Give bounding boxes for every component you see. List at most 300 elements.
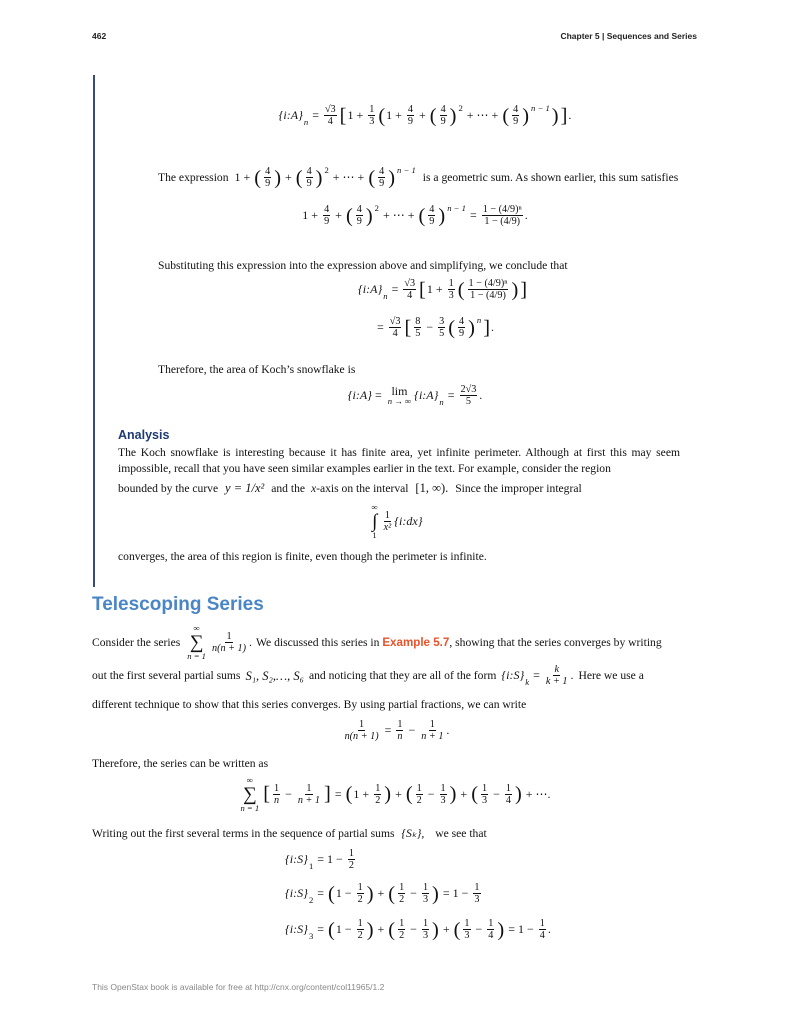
equation-S1 <box>285 848 357 871</box>
denominator-text: 3 <box>422 930 429 942</box>
superscript: 2 <box>374 203 379 213</box>
subscript: n <box>303 116 309 127</box>
delimiter: ( <box>368 166 376 189</box>
numerator <box>440 783 447 795</box>
equation-S3 <box>285 918 551 941</box>
denominator-text: 2 <box>357 894 363 906</box>
denominator <box>440 116 447 127</box>
math-text: . <box>547 921 551 936</box>
text: Therefore, the area of Koch’s snowflake is <box>158 363 356 376</box>
summation <box>187 624 206 661</box>
math-operator: + ⋯ + <box>466 107 499 122</box>
denominator <box>465 396 472 407</box>
numerator <box>505 783 512 795</box>
math-text: 1 <box>335 921 342 936</box>
denominator <box>344 731 380 742</box>
math-text: {i:A} <box>358 281 383 296</box>
fraction <box>512 104 519 127</box>
numerator-text: 1 <box>357 882 363 893</box>
denominator-text: 1 − (4/9) <box>484 216 521 228</box>
numerator <box>384 510 391 522</box>
example-5-7-link[interactable]: Example 5.7 <box>382 635 450 649</box>
denominator <box>392 328 399 339</box>
math-operator: − <box>410 921 417 936</box>
numerator-text: 1 <box>274 782 280 794</box>
equation-geometric-sum <box>0 204 791 227</box>
numerator <box>225 631 232 643</box>
analysis-conclusion: converges, the area of this region is finite, even though the perimeter is infinite. <box>118 550 487 563</box>
delimiter: ) <box>551 104 559 127</box>
math-text: {i:A} <box>414 387 439 402</box>
equation-An <box>0 104 791 127</box>
math-text: {i:dx} <box>394 513 423 528</box>
math-operator: + <box>311 207 319 222</box>
numerator-text: 1 <box>357 918 363 929</box>
math-operator: + <box>377 921 385 936</box>
delimiter: ) <box>315 166 323 189</box>
text: Writing out the first several terms in the sequence of partial sums <box>92 827 395 840</box>
fraction <box>348 848 355 871</box>
denominator-text: 3 <box>474 894 480 906</box>
math-text: 1 <box>327 851 334 866</box>
fraction <box>389 316 402 339</box>
fraction <box>468 278 509 301</box>
denominator-text: 3 <box>448 290 454 302</box>
fraction <box>398 882 405 905</box>
denominator-text: 9 <box>265 178 271 190</box>
numerator-text: 1 <box>306 782 312 794</box>
delimiter: ( <box>378 104 386 127</box>
numerator-text: 1 <box>397 719 403 730</box>
superscript: n − 1 <box>447 203 466 213</box>
subscript: n <box>439 396 444 407</box>
numerator-text: 4 <box>265 166 271 177</box>
numerator <box>487 918 494 930</box>
delimiter: ) <box>388 166 395 189</box>
limit <box>388 385 411 406</box>
denominator-text: 4 <box>488 930 494 942</box>
delimiter: ) <box>432 882 439 905</box>
denominator-text: 9 <box>324 216 330 228</box>
math-text: 1 <box>302 207 309 222</box>
math-text: {i:A} <box>278 107 303 122</box>
numerator <box>368 104 375 116</box>
upper-limit: ∞ <box>193 623 200 633</box>
denominator <box>422 930 429 941</box>
fraction <box>356 204 363 227</box>
fraction <box>211 631 247 654</box>
denominator-text: n <box>397 731 403 743</box>
fraction <box>407 104 414 127</box>
numerator-text: 4 <box>429 204 435 215</box>
fraction <box>398 918 405 941</box>
numerator-text: 1 <box>482 782 488 794</box>
math-operator: + <box>284 169 292 184</box>
numerator <box>482 204 523 216</box>
denominator <box>481 795 488 806</box>
fraction <box>416 783 423 806</box>
big-operator: ∑ <box>242 784 257 806</box>
numerator <box>460 384 478 396</box>
subscript: 1 <box>308 860 314 871</box>
numerator-text: 1 <box>474 882 480 893</box>
denominator <box>396 731 403 742</box>
numerator <box>389 316 402 328</box>
denominator-text: 3 <box>464 930 470 942</box>
math-operator: = <box>508 921 515 936</box>
superscript: 2 <box>458 103 463 113</box>
numerator-text: 4 <box>440 104 446 115</box>
math-operator: − <box>526 921 534 936</box>
numerator <box>348 848 355 860</box>
delimiter: ( <box>457 278 465 301</box>
fraction <box>422 918 429 941</box>
delimiter: ( <box>345 783 353 806</box>
fraction <box>414 316 421 339</box>
fraction <box>297 783 321 806</box>
numerator-text: 4 <box>306 166 312 177</box>
math-text: . <box>491 319 495 334</box>
fraction <box>357 882 364 905</box>
denominator-text: 4 <box>539 930 545 942</box>
denominator-text: 9 <box>513 116 519 128</box>
denominator <box>539 930 546 941</box>
numerator <box>407 104 414 116</box>
delimiter: ( <box>295 166 303 189</box>
denominator <box>505 795 512 806</box>
equation-limit <box>0 384 791 407</box>
numerator-text: √3 <box>324 104 336 115</box>
text: bounded by the curve <box>118 482 219 495</box>
numerator-text: 1 <box>505 782 511 794</box>
subscript: n <box>383 290 388 301</box>
denominator <box>440 795 447 806</box>
numerator <box>306 166 313 178</box>
denominator-text: 1 − (4/9) <box>470 290 506 302</box>
denominator-text: 2 <box>348 860 354 872</box>
math-operator: = <box>442 885 450 900</box>
math-operator: + <box>335 207 342 222</box>
fraction <box>539 918 546 941</box>
numerator-text: 1 <box>359 719 365 730</box>
denominator <box>383 522 393 533</box>
math-operator: + ⋯ + <box>382 207 415 222</box>
denominator-text: 4 <box>392 328 398 340</box>
numerator-text: 1 <box>440 782 446 794</box>
numerator <box>422 882 429 894</box>
numerator <box>305 783 312 795</box>
math-operator: = <box>391 281 399 296</box>
denominator <box>211 643 247 654</box>
denominator <box>458 328 465 339</box>
numerator <box>448 278 455 290</box>
math-text: . <box>249 634 253 649</box>
denominator-text: 9 <box>379 178 385 190</box>
math-operator: + ⋯ + <box>332 169 365 184</box>
math-operator: + <box>395 786 402 801</box>
fraction <box>378 166 385 189</box>
denominator <box>414 328 421 339</box>
text: We discussed this series in <box>256 635 380 649</box>
text: Here we use a <box>578 668 644 682</box>
delimiter: ) <box>514 783 522 806</box>
denominator <box>357 930 364 941</box>
numerator <box>473 882 480 894</box>
numerator-text: 4 <box>356 204 362 215</box>
math-operator: = <box>374 387 382 402</box>
equation-integral <box>0 503 791 540</box>
math-text: {i:S} <box>285 885 308 900</box>
numerator <box>357 918 364 930</box>
text: out the first several partial sums <box>92 668 241 682</box>
fraction <box>323 204 330 227</box>
fraction <box>487 918 494 941</box>
denominator <box>420 731 444 742</box>
numerator <box>398 882 405 894</box>
delimiter: ) <box>522 104 530 127</box>
delimiter: ( <box>471 783 478 806</box>
denominator <box>473 894 480 905</box>
numerator-text: 4 <box>513 104 519 115</box>
numerator <box>553 664 560 676</box>
math-operator: − <box>285 786 292 801</box>
numerator <box>398 918 405 930</box>
lower-limit: n = 1 <box>240 803 260 814</box>
analysis-paragraph: The Koch snowflake is interesting because it has finite area, yet infinite perimeter. Although at first this may seem impossible, recall that you have seen similar examples earlier in the text. For example, consider the region <box>118 446 680 475</box>
denominator <box>297 795 321 806</box>
numerator-text: 4 <box>407 104 413 115</box>
denominator <box>463 930 470 941</box>
fraction <box>422 882 429 905</box>
fraction <box>273 783 280 806</box>
delimiter: ( <box>328 918 335 941</box>
delimiter: ( <box>254 166 262 189</box>
numerator-text: 4 <box>379 166 385 177</box>
denominator-text: 4 <box>327 116 333 128</box>
math-text: 1 <box>353 786 360 801</box>
equation-series <box>184 624 252 661</box>
delimiter: ( <box>388 918 396 941</box>
text: Substituting this expression into the expression above and simplifying, we conclude that <box>158 259 568 272</box>
math-operator: = <box>447 387 455 402</box>
denominator-text: 4 <box>505 795 511 807</box>
fraction <box>383 510 393 533</box>
numerator <box>378 166 385 178</box>
math-operator: − <box>410 885 417 900</box>
fraction <box>374 783 381 806</box>
superscript: n − 1 <box>397 165 416 175</box>
denominator <box>407 116 414 127</box>
denominator <box>273 795 280 806</box>
denominator-text: 3 <box>482 795 488 807</box>
denominator <box>406 290 413 301</box>
lower-limit: 1 <box>372 530 377 541</box>
denominator-text: 5 <box>465 396 471 408</box>
fraction <box>482 204 523 227</box>
numerator-text: 1 <box>399 882 405 893</box>
partial-sums: S₁, S₂,…, S₆ <box>245 668 304 683</box>
denominator-text: 2 <box>416 795 422 807</box>
math-text: {i:S} <box>501 667 525 682</box>
math-operator: − <box>475 921 483 936</box>
numerator <box>416 783 423 795</box>
text: Since the improper integral <box>455 482 582 495</box>
math-operator: − <box>427 786 435 801</box>
numerator-text: 1 <box>422 918 429 929</box>
numerator-text: 3 <box>439 316 445 327</box>
fraction <box>460 384 478 407</box>
numerator <box>273 783 280 795</box>
delimiter: ) <box>366 918 374 941</box>
math-operator: + <box>377 885 385 900</box>
numerator-text: 1 <box>399 918 405 929</box>
numerator-text: 1 <box>422 882 429 893</box>
denominator <box>512 116 519 127</box>
math-operator: + <box>362 786 370 801</box>
big-operator: lim <box>391 384 408 399</box>
numerator <box>468 278 509 290</box>
denominator-text: 5 <box>415 328 421 340</box>
equation-expression <box>235 166 417 189</box>
denominator-text: 5 <box>439 328 445 340</box>
math-text: . <box>479 387 483 402</box>
math-operator: = <box>377 319 384 334</box>
denominator <box>306 178 313 189</box>
math-operator: − <box>426 319 434 334</box>
fraction <box>505 783 512 806</box>
math-operator: = <box>312 107 319 122</box>
subscript: 2 <box>308 894 314 905</box>
denominator <box>327 116 334 127</box>
denominator-text: k + 1 <box>545 676 568 688</box>
math-operator: − <box>408 722 416 737</box>
delimiter: ( <box>328 882 335 905</box>
numerator <box>414 316 421 328</box>
fraction <box>344 719 380 742</box>
superscript: n <box>476 315 482 325</box>
math-text: . <box>446 722 450 737</box>
denominator <box>545 676 569 687</box>
denominator-text: 2 <box>375 795 381 807</box>
delimiter: ) <box>432 918 439 941</box>
math-operator: = <box>317 851 325 866</box>
numerator-text: 1 <box>488 918 494 929</box>
superscript: n − 1 <box>531 103 550 113</box>
denominator <box>348 860 355 871</box>
subscript: 3 <box>308 930 314 941</box>
math-operator: − <box>344 885 352 900</box>
denominator <box>357 894 364 905</box>
denominator-text: 3 <box>369 116 375 128</box>
numerator <box>357 882 364 894</box>
page-number: 462 <box>92 31 107 41</box>
math-text: 1 <box>386 107 393 122</box>
denominator <box>416 795 423 806</box>
text: Consider the series <box>92 635 181 649</box>
equation-An-line1 <box>358 278 528 301</box>
denominator-text: 2 <box>357 930 363 942</box>
numerator-text: 1 <box>448 278 454 289</box>
numerator-text: 1 <box>369 104 375 115</box>
numerator-text: k <box>554 664 559 675</box>
delimiter: [ <box>263 783 270 806</box>
numerator <box>429 719 436 731</box>
fraction <box>473 882 480 905</box>
denominator <box>487 930 494 941</box>
fraction <box>481 783 488 806</box>
curve-equation: y = 1/x² <box>225 481 265 495</box>
delimiter: ( <box>502 104 510 127</box>
delimiter: ) <box>365 204 373 227</box>
denominator-text: 3 <box>422 894 429 906</box>
delimiter: [ <box>339 104 347 127</box>
numerator <box>356 204 363 216</box>
delimiter: ] <box>324 783 331 806</box>
math-text: 1 <box>234 169 241 184</box>
math-operator: + <box>435 281 443 296</box>
text: different technique to show that this series converges. By using partial fractions, we can write <box>92 698 527 711</box>
denominator <box>422 894 429 905</box>
text: The expression <box>158 170 229 184</box>
numerator-text: 1 <box>416 782 422 794</box>
numerator <box>458 316 465 328</box>
denominator-text: 9 <box>440 116 446 128</box>
numerator-text: 8 <box>415 316 421 327</box>
denominator-text: 3 <box>440 795 446 807</box>
numerator <box>463 918 470 930</box>
equation-telescoping <box>0 776 791 813</box>
math-text: {i:S} <box>285 921 308 936</box>
big-operator: ∑ <box>189 632 204 654</box>
numerator-text: 1 − (4/9)ⁿ <box>482 204 522 215</box>
upper-limit: ∞ <box>246 775 253 785</box>
fraction <box>306 166 313 189</box>
denominator <box>438 328 445 339</box>
big-operator: ∫ <box>371 511 378 533</box>
fraction <box>396 719 403 742</box>
interval: [1, ∞). <box>415 481 449 495</box>
denominator <box>398 894 405 905</box>
math-operator: + <box>442 921 450 936</box>
math-operator: − <box>461 885 469 900</box>
chapter-title: Chapter 5 | Sequences and Series <box>560 31 697 41</box>
analysis-heading: Analysis <box>118 428 170 442</box>
numerator <box>422 918 429 930</box>
numerator <box>374 783 381 795</box>
denominator-text: 9 <box>429 216 435 228</box>
numerator-text: √3 <box>404 278 416 289</box>
numerator-text: 4 <box>324 204 330 215</box>
denominator <box>356 216 363 227</box>
delimiter: ] <box>520 278 528 301</box>
delimiter: [ <box>404 316 412 339</box>
equation-partial-fractions <box>0 719 791 742</box>
denominator <box>398 930 405 941</box>
numerator <box>428 204 435 216</box>
fraction <box>545 664 569 687</box>
fraction <box>438 316 445 339</box>
denominator <box>264 178 271 189</box>
delimiter: ) <box>438 204 446 227</box>
numerator <box>539 918 546 930</box>
denominator-text: x² <box>383 522 392 534</box>
math-text: {i:A} <box>347 387 372 402</box>
denominator <box>469 290 507 301</box>
fraction <box>324 104 337 127</box>
footer-note: This OpenStax book is available for free at http://cnx.org/content/col11965/1.2 <box>92 982 385 992</box>
numerator-text: 1 <box>375 782 381 794</box>
delimiter: ( <box>345 204 353 227</box>
